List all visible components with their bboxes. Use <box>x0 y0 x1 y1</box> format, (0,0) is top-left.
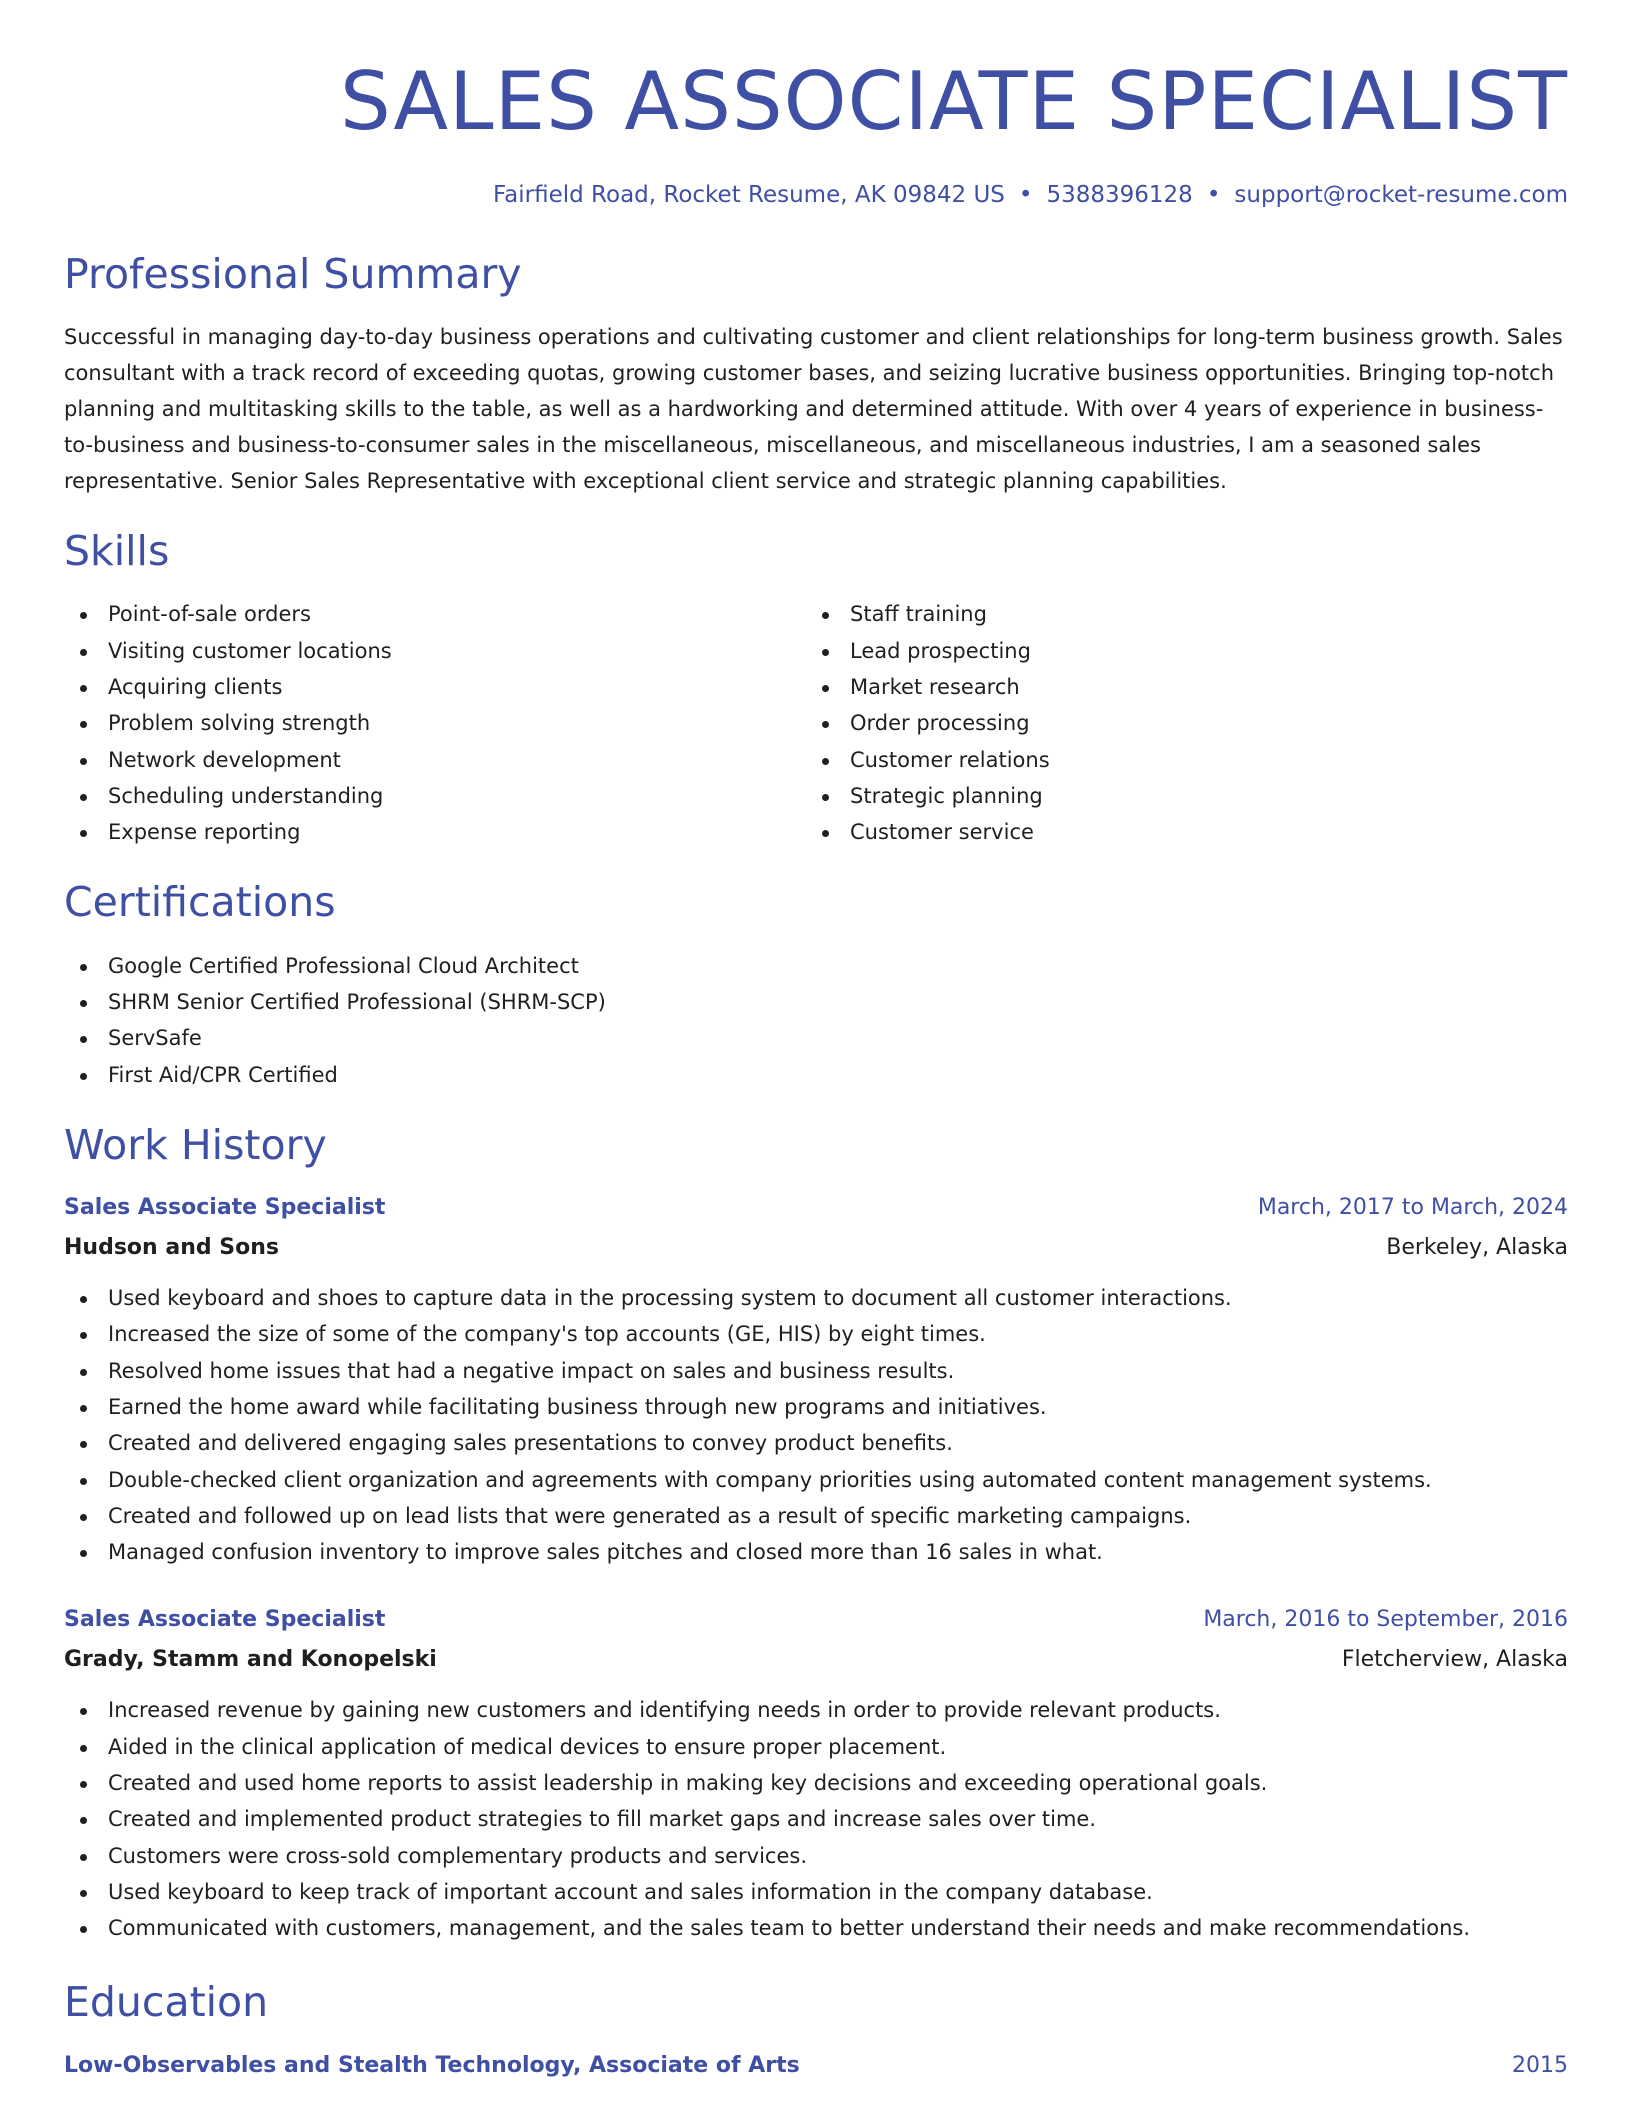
job-bullet: Created and implemented product strategies to fill market gaps and increase sales over time. <box>64 1801 1568 1837</box>
job-location: Berkeley, Alaska <box>1386 1235 1568 1261</box>
job-bullet: Created and delivered engaging sales presentations to convey product benefits. <box>64 1425 1568 1461</box>
job-bullet: Earned the home award while facilitating business through new programs and initiatives. <box>64 1389 1568 1425</box>
certification-item: First Aid/CPR Certified <box>64 1057 1568 1093</box>
job-bullet: Created and followed up on lead lists that were generated as a result of specific marketing campaigns. <box>64 1498 1568 1534</box>
contact-address: Fairfield Road, Rocket Resume, AK 09842 US <box>493 182 1005 208</box>
certification-item: Google Certified Professional Cloud Architect <box>64 948 1568 984</box>
job-bullet: Double-checked client organization and agreements with company priorities using automated content management systems. <box>64 1462 1568 1498</box>
contact-phone: 5388396128 <box>1046 182 1193 208</box>
job-location: Fletcherview, Alaska <box>1341 1647 1568 1673</box>
certifications-list <box>64 948 1568 1093</box>
skills-list-right <box>806 596 1548 850</box>
job-bullet: Managed confusion inventory to improve sales pitches and closed more than 16 sales in what. <box>64 1534 1568 1570</box>
contact-separator: • <box>1018 182 1033 208</box>
skill-item: Acquiring clients <box>64 669 806 705</box>
skill-item: Order processing <box>806 705 1548 741</box>
certification-item: ServSafe <box>64 1020 1568 1056</box>
education-entry <box>64 2046 1568 2086</box>
skill-item: Market research <box>806 669 1548 705</box>
job-header <box>64 1600 1568 1640</box>
work-history-heading: Work History <box>64 1120 327 1169</box>
job-bullet: Resolved home issues that had a negative impact on sales and business results. <box>64 1353 1568 1389</box>
job-dates: March, 2016 to September, 2016 <box>1203 1607 1568 1633</box>
resume-name: SALES ASSOCIATE SPECIALIST <box>340 55 1568 148</box>
skills-heading: Skills <box>64 527 170 576</box>
skill-item: Customer relations <box>806 742 1548 778</box>
skills-columns <box>64 596 1568 850</box>
job-dates: March, 2017 to March, 2024 <box>1257 1195 1568 1221</box>
job-bullet: Used keyboard to keep track of important account and sales information in the company database. <box>64 1874 1568 1910</box>
job-subheader <box>64 1228 1568 1268</box>
job-title: Sales Associate Specialist <box>64 1607 386 1633</box>
skill-item: Point-of-sale orders <box>64 596 806 632</box>
skill-item: Customer service <box>806 814 1548 850</box>
job-subheader <box>64 1640 1568 1680</box>
job-entry <box>64 1600 1568 1946</box>
job-bullet: Increased revenue by gaining new customers and identifying needs in order to provide relevant products. <box>64 1692 1568 1728</box>
job-bullet: Used keyboard and shoes to capture data in the processing system to document all customer interactions. <box>64 1280 1568 1316</box>
education-degree: Low-Observables and Stealth Technology, Associate of Arts <box>64 2052 800 2078</box>
education-heading: Education <box>64 1978 269 2027</box>
skill-item: Scheduling understanding <box>64 778 806 814</box>
job-company: Grady, Stamm and Konopelski <box>64 1647 437 1673</box>
skill-item: Lead prospecting <box>806 633 1548 669</box>
contact-line <box>64 182 1568 208</box>
certifications-heading: Certifications <box>64 878 336 927</box>
job-bullets <box>64 1280 1568 1570</box>
resume-page <box>64 0 1568 2086</box>
skill-item: Problem solving strength <box>64 705 806 741</box>
contact-separator: • <box>1206 182 1221 208</box>
job-entry <box>64 1188 1568 1570</box>
certification-item: SHRM Senior Certified Professional (SHRM-SCP) <box>64 984 1568 1020</box>
job-bullet: Communicated with customers, management, and the sales team to better understand their needs and make recommendations. <box>64 1910 1568 1946</box>
job-bullet: Aided in the clinical application of medical devices to ensure proper placement. <box>64 1729 1568 1765</box>
job-bullets <box>64 1692 1568 1946</box>
skill-item: Visiting customer locations <box>64 633 806 669</box>
summary-heading: Professional Summary <box>64 250 522 298</box>
job-header <box>64 1188 1568 1228</box>
skill-item: Expense reporting <box>64 814 806 850</box>
skill-item: Staff training <box>806 596 1548 632</box>
skills-list-left <box>64 596 806 850</box>
job-bullet: Created and used home reports to assist leadership in making key decisions and exceeding operational goals. <box>64 1765 1568 1801</box>
job-bullet: Customers were cross-sold complementary products and services. <box>64 1838 1568 1874</box>
job-title: Sales Associate Specialist <box>64 1195 386 1221</box>
skill-item: Strategic planning <box>806 778 1548 814</box>
job-bullet: Increased the size of some of the company's top accounts (GE, HIS) by eight times. <box>64 1316 1568 1352</box>
skill-item: Network development <box>64 742 806 778</box>
contact-email: support@rocket-resume.com <box>1234 182 1568 208</box>
education-year: 2015 <box>1512 2052 1568 2078</box>
summary-text: Successful in managing day-to-day business operations and cultivating customer and client relationships for long-term business growth. Sales consultant with a track record of exceeding quotas, growing customer bases, and seizing lucrative business opportunities. Bringing top-notch planning and multitasking skills to the table, as well as a hardworking and determined attitude. With over 4 years of experience in business-to-business and business-to-consumer sales in the miscellaneous, miscellaneous, and miscellaneous industries, I am a seasoned sales representative. Senior Sales Representative with exceptional client service and strategic planning capabilities. <box>64 325 1563 494</box>
job-company: Hudson and Sons <box>64 1235 279 1261</box>
